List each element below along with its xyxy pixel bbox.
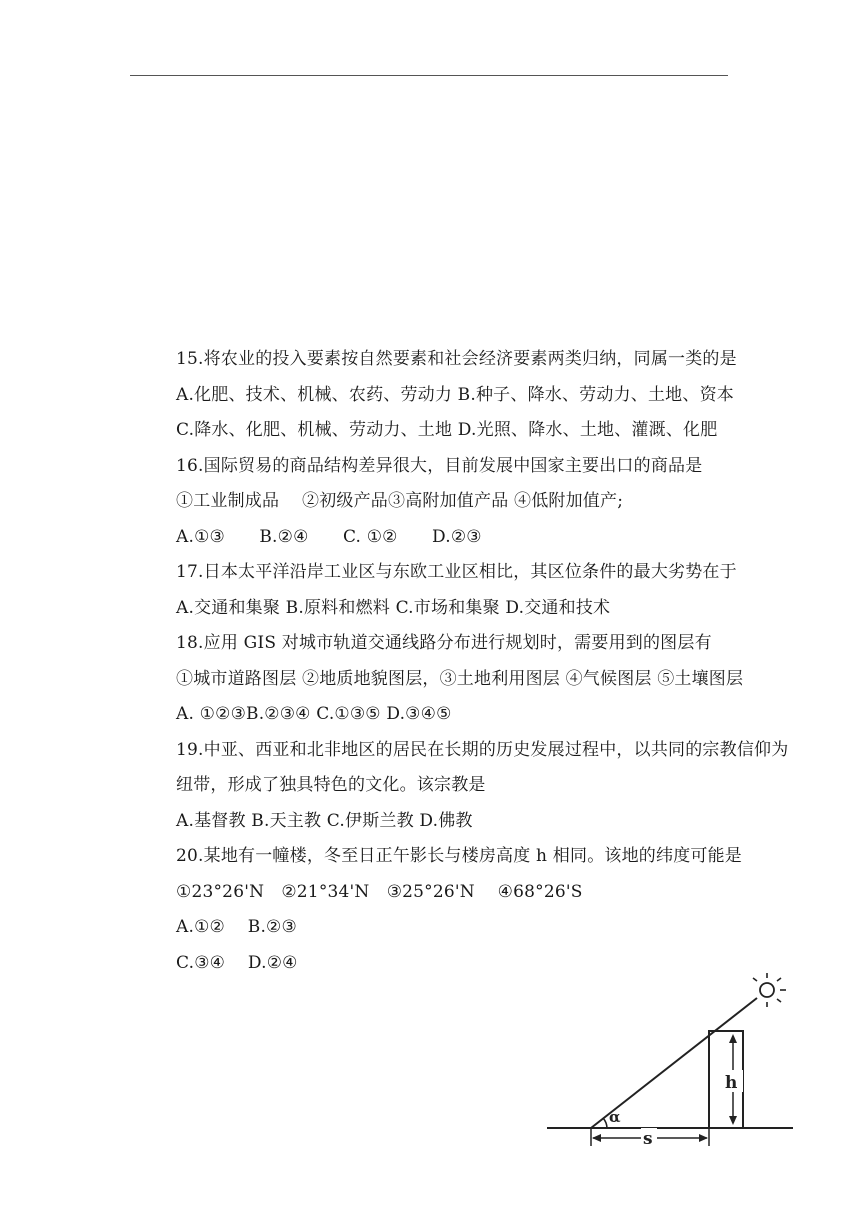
question-20-items: ①23°26'N ②21°34'N ③25°26'N ④68°26'S [176,881,583,902]
question-16-stem: 16.国际贸易的商品结构差异很大，目前发展中国家主要出口的商品是 [176,455,703,476]
angle-label: α [609,1108,621,1126]
question-20-stem: 20.某地有一幢楼，冬至日正午影长与楼房高度 h 相同。该地的纬度可能是 [176,846,742,866]
question-16-options: A.①③ B.②④ C. ①② D.②③ [176,526,482,547]
shadow-label: s [643,1129,653,1149]
question-18-stem: 18.应用 GIS 对城市轨道交通线路分布进行规划时，需要用到的图层有 [176,633,712,653]
question-18-options: A. ①②③B.②③④ C.①③⑤ D.③④⑤ [176,704,452,724]
question-19-options: A.基督教 B.天主教 C.伊斯兰教 D.佛教 [176,810,473,831]
question-15-stem: 15.将农业的投入要素按自然要素和社会经济要素两类归纳，同属一类的是 [176,349,737,369]
question-15-options-cd: C.降水、化肥、机械、劳动力、土地 D.光照、降水、土地、灌溉、化肥 [176,420,718,440]
question-18-items: ①城市道路图层 ②地质地貌图层，③土地利用图层 ④气候图层 ⑤土壤图层 [176,668,744,689]
question-20-options-cd: C.③④ D.②④ [176,952,298,973]
angle-arc [603,1118,607,1128]
header-rule [130,75,728,76]
question-17-options: A.交通和集聚 B.原料和燃料 C.市场和集聚 D.交通和技术 [176,597,611,618]
shadow-diagram [545,968,795,1153]
sun-icon [753,973,786,1007]
question-19-stem: 19.中亚、西亚和北非地区的居民在长期的历史发展过程中，以共同的宗教信仰为纽带，形成了独具特色的文化。该宗教是 [176,739,789,795]
height-label: h [725,1073,738,1093]
question-list [176,342,806,981]
question-17-stem: 17.日本太平洋沿岸工业区与东欧工业区相比，其区位条件的最大劣势在于 [176,562,737,582]
question-20-options-ab: A.①② B.②③ [176,917,297,937]
question-15-options-ab: A.化肥、技术、机械、农药、劳动力 B.种子、降水、劳动力、土地、资本 [176,384,734,405]
question-16-items: ①工业制成品 ②初级产品③高附加值产品 ④低附加值产; [176,491,624,511]
